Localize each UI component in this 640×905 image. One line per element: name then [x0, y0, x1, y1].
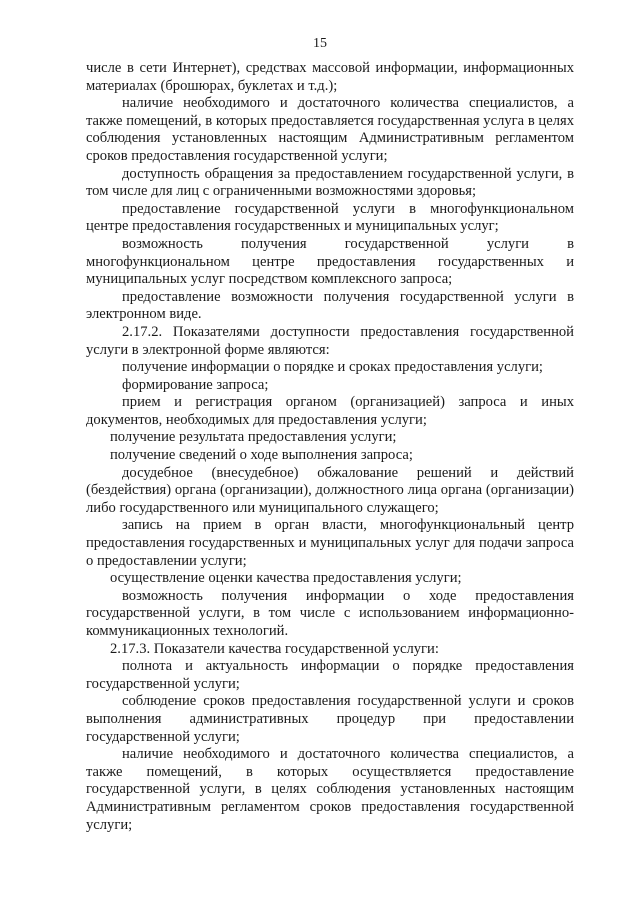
paragraph: наличие необходимого и достаточного количества специалистов, а также помещений, в которых предоставляется государственная услуга в целях соблюдения установленных настоящим Административным регламентом сроков предоставления государственной услуги;: [86, 95, 574, 164]
paragraph: получение информации о порядке и сроках предоставления услуги;: [122, 359, 543, 376]
paragraph: прием и регистрация органом (организацией) запроса и иных документов, необходимых для предоставления услуги;: [86, 394, 574, 428]
paragraph: предоставление возможности получения государственной услуги в электронном виде.: [86, 288, 574, 323]
section-heading: 2.17.2. Показателями доступности предоставления государственной услуги в электронной форме являются:: [86, 323, 574, 358]
section-heading: 2.17.3. Показатели качества государственной услуги:: [110, 640, 439, 657]
paragraph: наличие необходимого и достаточного количества специалистов, а также помещений, в которых осуществляется предоставление государственной услуги, в целях соблюдения установленных настоящим Административным регламентом сроков предоставления государственной услуги;: [86, 746, 574, 833]
paragraph: возможность получения государственной услуги в многофункциональном центре предоставления государственных и муниципальных услуг посредством комплексного запроса;: [86, 235, 574, 288]
document-body: [86, 60, 574, 834]
paragraph: получение результата предоставления услуги;: [110, 429, 397, 446]
paragraph: формирование запроса;: [122, 376, 269, 393]
paragraph: полнота и актуальность информации о порядке предоставления государственной услуги;: [86, 658, 574, 692]
paragraph: предоставление государственной услуги в многофункциональном центре предоставления государственных и муниципальных услуг;: [86, 200, 574, 235]
paragraph: возможность получения информации о ходе предоставления государственной услуги, в том числе с использованием информационно-коммуникационных технологий.: [86, 587, 574, 639]
paragraph: числе в сети Интернет), средствах массовой информации, информационных материалах (брошюрах, буклетах и т.д.);: [86, 60, 574, 94]
paragraph: осуществление оценки качества предоставления услуги;: [110, 570, 462, 587]
paragraph: соблюдение сроков предоставления государственной услуги и сроков выполнения административных процедур при предоставлении государственной услуги;: [86, 693, 574, 745]
page-number: 15: [313, 36, 327, 51]
paragraph: запись на прием в орган власти, многофункциональный центр предоставления государственных и муниципальных услуг для подачи запроса о предоставлении услуги;: [86, 517, 574, 569]
paragraph: доступность обращения за предоставлением государственной услуги, в том числе для лиц с ограниченными возможностями здоровья;: [86, 165, 574, 200]
paragraph: досудебное (внесудебное) обжалование решений и действий (бездействия) органа (организации), должностного лица органа (организации) либо государственного или муниципального служащего;: [86, 464, 574, 516]
paragraph: получение сведений о ходе выполнения запроса;: [110, 447, 413, 464]
